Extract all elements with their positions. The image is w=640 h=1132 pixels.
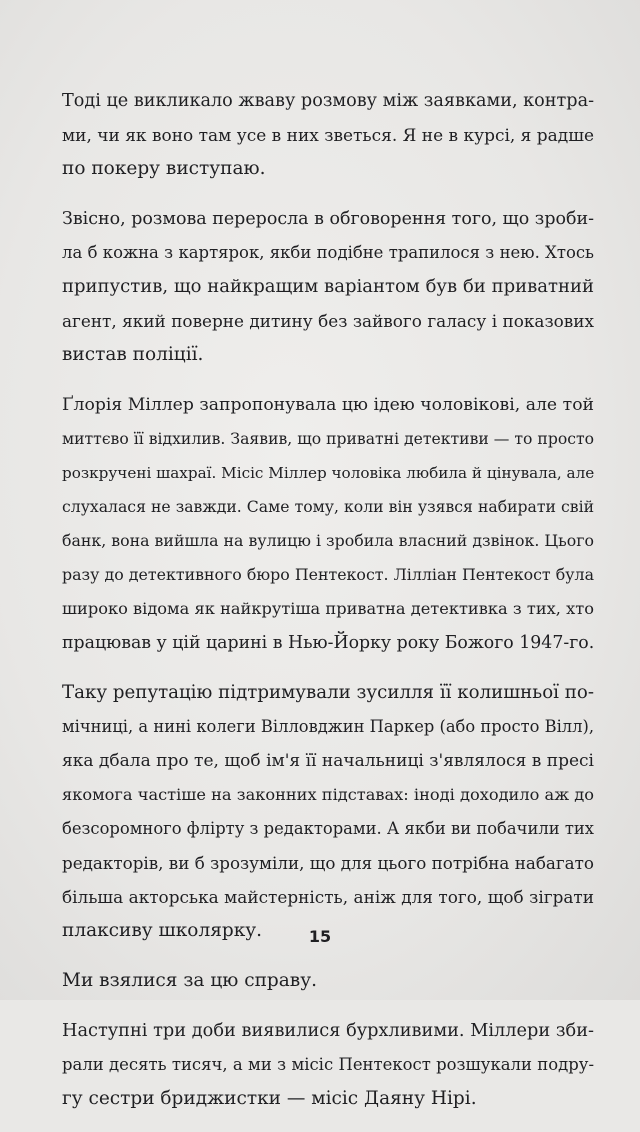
text-line: вистав поліції. <box>62 344 204 365</box>
text-line: редакторів, ви б зрозуміли, що для цього потрібна набагато <box>62 853 594 873</box>
paragraph <box>62 964 594 998</box>
text-line: рали десять тисяч, а ми з місіс Пентекост розшукали подру- <box>62 1055 594 1074</box>
paragraph <box>62 388 594 660</box>
paragraph <box>62 84 594 186</box>
paragraph <box>62 676 594 948</box>
text-line: разу до детективного бюро Пентекост. Лілліан Пентекост була <box>62 565 594 584</box>
text-line: слухалася не завжди. Саме тому, коли він узявся набирати свій <box>62 497 594 516</box>
text-line: Звісно, розмова переросла в обговорення того, що зроби- <box>62 209 594 229</box>
text-line: яка дбала про те, щоб ім'я її начальниці з'являлося в пресі <box>62 751 594 771</box>
body-text <box>62 84 594 1132</box>
text-line: Тоді це викликало жваву розмову між заявками, контра- <box>62 91 595 111</box>
text-line: агент, який поверне дитину без зайвого галасу і показових <box>62 311 594 331</box>
text-line: ми, чи як воно там усе в них зветься. Я не в курсі, я радше <box>62 125 594 145</box>
text-line: мічниці, а нині колеги Вілловджин Паркер (або просто Вілл), <box>62 717 594 736</box>
text-line: Ми взялися за цю справу. <box>62 970 317 991</box>
text-line: безсоромного флірту з редакторами. А якби ви побачили тих <box>62 819 594 838</box>
text-line: широко відома як найкрутіша приватна детективка з тих, хто <box>62 599 594 618</box>
text-line: Таку репутацію підтримували зусилля її колишньої по- <box>62 682 594 703</box>
text-line: працював у цій царині в Нью-Йорку року Божого 1947-го. <box>62 633 595 653</box>
text-line: Ґлорія Міллер запропонувала цю ідею чоловікові, але той <box>62 395 594 415</box>
text-line: якомога частіше на законних підставах: іноді доходило аж до <box>62 785 594 804</box>
paragraph <box>62 202 594 372</box>
text-line: по покеру виступаю. <box>62 158 266 179</box>
page-number: 15 <box>308 927 332 946</box>
text-line: плаксиву школярку. <box>62 920 263 941</box>
text-line: гу сестри бриджистки — місіс Даяну Нірі. <box>62 1088 477 1109</box>
text-line: більша акторська майстерність, аніж для того, щоб зіграти <box>62 887 594 907</box>
text-line: банк, вона вийшла на вулицю і зробила власний дзвінок. Цього <box>62 531 594 550</box>
text-line: Наступні три доби виявилися бурхливими. Міллери зби- <box>62 1021 594 1041</box>
text-line: ла б кожна з картярок, якби подібне трапилося з нею. Хтось <box>62 243 594 262</box>
text-line: розкручені шахраї. Місіс Міллер чоловіка любила й цінувала, але <box>62 464 595 482</box>
text-line: припустив, що найкращим варіантом був би приватний <box>62 276 594 297</box>
paragraph <box>62 1014 594 1116</box>
text-line: миттєво її відхилив. Заявив, що приватні детективи — то просто <box>62 430 594 448</box>
